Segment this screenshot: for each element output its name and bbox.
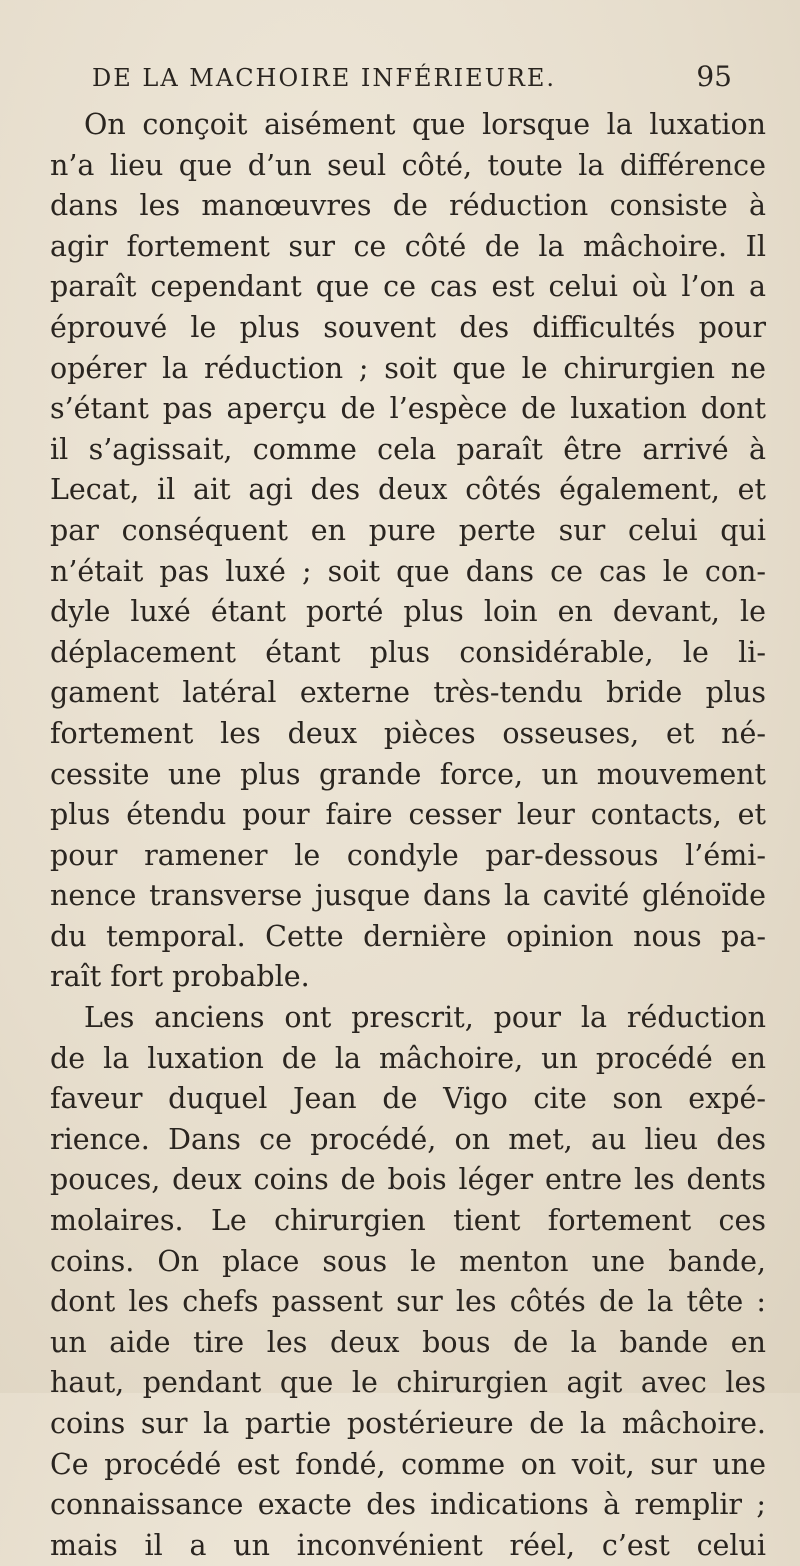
page-number: 95 [696,60,732,93]
text-line: éprouvé le plus souvent des difficultés pour [50,310,766,344]
text-line: il s’agissait, comme cela paraît être arrivé à [50,432,766,466]
text-line: paraît cependant que ce cas est celui où l’on a [50,270,766,304]
text-line: nence transverse jusque dans la cavité glénoïde [50,879,766,913]
text-line: faveur duquel Jean de Vigo cite son expé- [50,1082,766,1116]
running-title: DE LA MACHOIRE INFÉRIEURE. [92,64,557,92]
text-line: molaires. Le chirurgien tient fortement ces [50,1204,766,1238]
text-line: pouces, deux coins de bois léger entre les dents [50,1163,766,1197]
text-line: fortement les deux pièces osseuses, et né- [50,716,766,750]
text-line: n’était pas luxé ; soit que dans ce cas le con- [50,554,766,588]
text-line: dans les manœuvres de réduction consiste à [50,189,766,223]
text-line: gament latéral externe très-tendu bride plus [50,676,766,710]
body-text [50,105,766,1566]
text-line: n’a lieu que d’un seul côté, toute la différence [50,148,766,182]
text-line: raît fort probable. [50,960,310,994]
text-line: dont les chefs passent sur les côtés de la tête : [50,1285,766,1319]
text-line: par conséquent en pure perte sur celui qui [50,513,766,547]
text-line: du temporal. Cette dernière opinion nous pa- [50,919,766,953]
text-line: Lecat, il ait agi des deux côtés également, et [50,473,766,507]
text-line: déplacement étant plus considérable, le li- [50,635,766,669]
text-line: haut, pendant que le chirurgien agit avec les [50,1366,766,1400]
text-line: s’étant pas aperçu de l’espèce de luxation dont [50,392,766,426]
text-line: dyle luxé étant porté plus loin en devant, le [50,595,766,629]
text-line: coins sur la partie postérieure de la mâchoire. [50,1407,766,1440]
text-line: On conçoit aisément que lorsque la luxation [84,108,766,141]
text-line: cessite une plus grande force, un mouvement [50,757,766,791]
text-line: de la luxation de la mâchoire, un procédé en [50,1041,766,1075]
text-line: Les anciens ont prescrit, pour la réduction [84,1001,766,1035]
text-line: opérer la réduction ; soit que le chirurgien ne [50,351,766,385]
text-line: coins. On place sous le menton une bande, [50,1244,766,1278]
text-line: connaissance exacte des indications à remplir ; [50,1488,766,1522]
text-line: Ce procédé est fondé, comme on voit, sur une [50,1447,766,1481]
running-head [92,60,732,100]
text-line: agir fortement sur ce côté de la mâchoire. Il [50,229,766,263]
text-line: pour ramener le condyle par-dessous l’émi- [50,838,766,872]
text-line: rience. Dans ce procédé, on met, au lieu des [50,1122,766,1156]
text-line: plus étendu pour faire cesser leur contacts, et [50,798,766,832]
text-line: mais il a un inconvénient réel, c’est celui [50,1528,766,1562]
text-line: un aide tire les deux bous de la bande en [50,1325,766,1359]
